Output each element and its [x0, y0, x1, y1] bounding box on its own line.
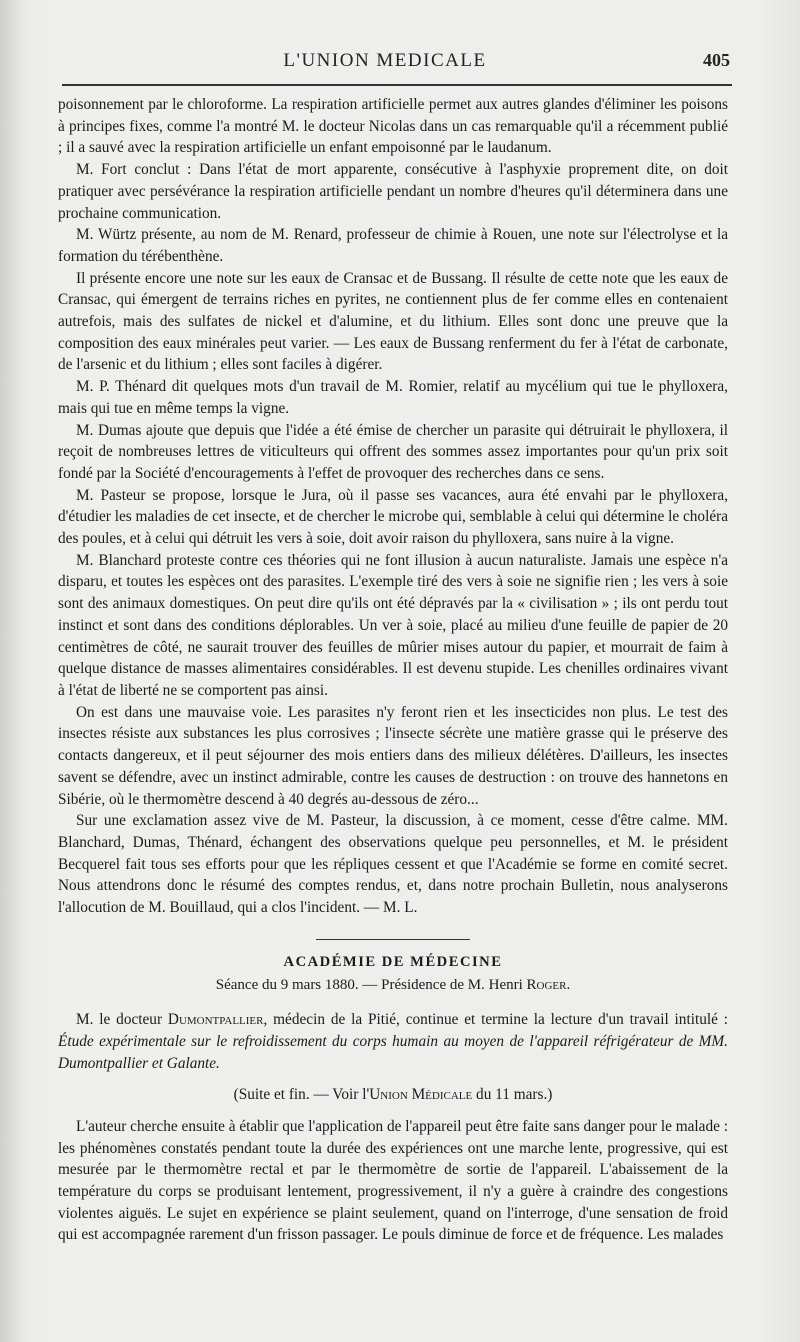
article-body — [58, 94, 728, 1246]
session-line — [58, 975, 728, 997]
running-title: L'UNION MEDICALE — [283, 50, 487, 71]
paragraph: Sur une exclamation assez vive de M. Pasteur, la discussion, à ce moment, cesse d'être calme. MM. Blanchard, Dumas, Thénard, échangent des observations quelque peu personnelles, et M. le président Becquerel fait tous ses efforts pour que les répliques cessent et que l'Académie se forme en comité secret. Nous attendrons donc le résumé des comptes rendus, et, dans notre prochain Bulletin, nous analyserons l'allocution de M. Bouillaud, qui a clos l'incident. — M. L. — [58, 812, 728, 917]
author-name: Dumontpallier — [167, 1011, 264, 1029]
paragraph: M. P. Thénard dit quelques mots d'un travail de M. Romier, relatif au mycélium qui tue le phylloxera, mais qui tue en même temps la vigne. — [58, 378, 728, 417]
paragraph: M. Dumas ajoute que depuis que l'idée a été émise de chercher un parasite qui détruirait le phylloxera, il reçoit de nombreuses lettres de viticulteurs qui offrent des sommes assez importantes pour qu'un prix soit fondé par la Société d'encouragements à l'effet de provoquer des recherches dans ce sens. — [58, 421, 728, 482]
work-title: Étude expérimentale sur le refroidissement du corps humain au moyen de l'appareil réfrigérateur de MM. Dumontpallier et Galante. — [58, 1032, 728, 1072]
section-title: ACADÉMIE DE MÉDECINE — [283, 953, 503, 970]
intro-paragraph — [58, 1009, 728, 1074]
session-president: Roger. — [526, 977, 571, 994]
page-number: 405 — [703, 50, 730, 70]
intro-start: M. le docteur — [76, 1011, 168, 1029]
paragraph: L'auteur cherche ensuite à établir que l'application de l'appareil peut être faite sans danger pour le malade : les phénomènes constatés pendant toute la durée des expériences ont une marche lente, progressive, qui est mesurée par le thermomètre rectal et par le thermomètre de sortie de l'appareil. L'abaissement de la température du corps se produisant lentement, progressivement, il n'y a guère à craindre des congestions violentes aiguës. Le sujet en expérience se plaint seulement, quand on l'interroge, d'une sensation de froid qui est accompagnée rarement d'un frisson passager. Le pouls diminue de force et de fréquence. Les malades — [58, 1117, 728, 1244]
note-prefix: (Suite et fin. — Voir l' — [233, 1086, 370, 1104]
header-rule — [62, 84, 732, 86]
intro-mid: , médecin de la Pitié, continue et termine la lecture d'un travail intitulé : — [263, 1011, 728, 1029]
session-date: Séance du 9 mars 1880. — Présidence de M. Henri — [215, 977, 527, 994]
paragraph: M. Pasteur se propose, lorsque le Jura, où il passe ses vacances, aura été envahi par le phylloxera, d'étudier les maladies de cet insecte, et de chercher le microbe qui, semblable à celui qui détermine le choléra des poules, et à celui qui détruit les vers à soie, doit avoir raison du phylloxera, sans nuire à la vigne. — [58, 486, 728, 548]
paragraph: M. Fort conclut : Dans l'état de mort apparente, consécutive à l'asphyxie proprement dite, on doit pratiquer avec persévérance la respiration artificielle pendant un nombre d'heures qu'il déterminera dans une prochaine communication. — [58, 161, 728, 222]
note-suffix: du 11 mars.) — [472, 1086, 553, 1104]
paragraph: Il présente encore une note sur les eaux de Cransac et de Bussang. Il résulte de cette note que les eaux de Cransac, qui émergent de terrains riches en pyrites, ne contiennent plus de fer comme elles en contenaient autrefois, mais des sulfates de nickel et d'alumine, et du lithium. Elles sont donc une preuve que la composition des eaux minérales peut varier. — Les eaux de Bussang renferment du fer à l'état de carbonate, de l'arsenic et du lithium ; elles sont faciles à digérer. — [58, 269, 728, 374]
paragraph: poisonnement par le chloroforme. La respiration artificielle permet aux autres glandes d'éliminer les poisons à principes fixes, comme l'a montré M. le docteur Nicolas dans un cas remarquable qu'il a récemment publié ; il a sauvé avec la respiration artificielle un enfant empoisonné par le laudanum. — [58, 96, 728, 157]
paragraph: M. Würtz présente, au nom de M. Renard, professeur de chimie à Rouen, une note sur l'électrolyse et la formation du térébenthène. — [58, 226, 728, 265]
continuation-note — [58, 1084, 728, 1106]
page-header — [40, 50, 730, 80]
note-journal: Union Médicale — [369, 1086, 473, 1104]
paragraph: On est dans une mauvaise voie. Les parasites n'y feront rien et les insecticides non plus. Le test des insectes résiste aux substances les plus corrosives ; l'insecte sécrète une matière grasse qui le préserve des contacts dangereux, et il peut séjourner des mois entiers dans des milieux délétères. D'ailleurs, les insectes savent se défendre, avec un instinct admirable, contre les causes de destruction : on trouve des hannetons en Sibérie, où le thermomètre descend à 40 degrés au-dessous de zéro... — [58, 703, 728, 808]
paragraph: M. Blanchard proteste contre ces théories qui ne font illusion à aucun naturaliste. Jamais une espèce n'a disparu, et toutes les espèces ont des parasites. L'exemple tiré des vers à soie ne signifie rien ; les vers à soie sont des animaux domestiques. On peut dire qu'ils ont été dépravés par la « civilisation » ; ils ont perdu tout instinct et sont dans des conditions déplorables. Un ver à soie, placé au milieu d'une feuille de papier de 20 centimètres de côté, ne saurait trouver des feuilles de mûrier mises autour du papier, et mourrait de faim à quelque distance de masses alimentaires considérables. Il est devenu stupide. Les chenilles ordinaires vivant à l'état de liberté ne se comportent pas ainsi. — [58, 551, 728, 699]
section-divider — [316, 939, 470, 940]
